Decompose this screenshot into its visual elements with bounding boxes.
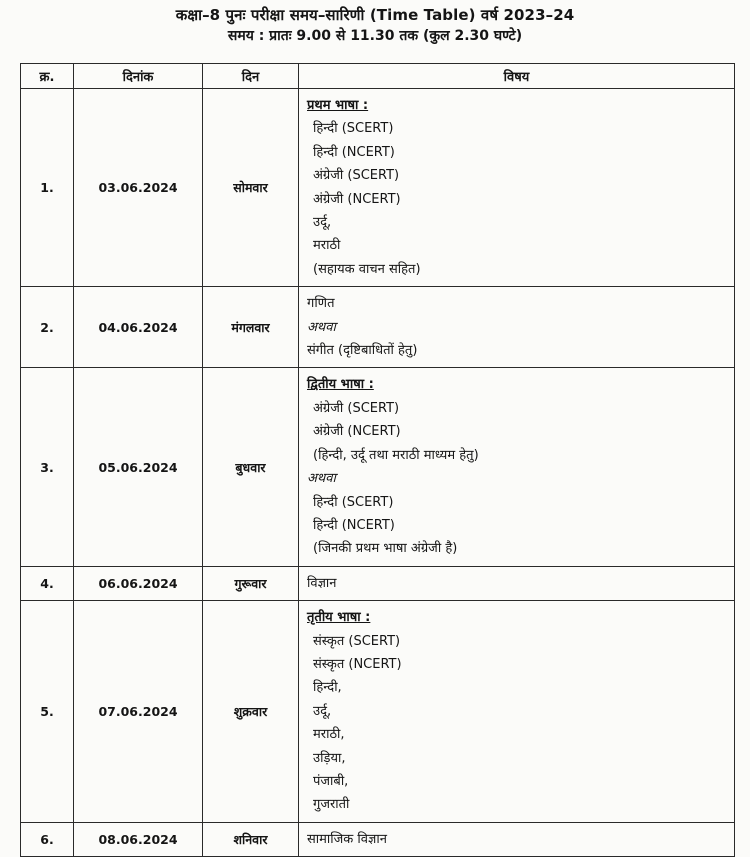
subject-item: उर्दू, bbox=[313, 703, 332, 719]
header-row bbox=[21, 64, 735, 89]
row-day: सोमवार bbox=[203, 89, 299, 287]
subject-item: संगीत (दृष्टिबाधितों हेतु) bbox=[307, 343, 418, 359]
row-day: शनिवार bbox=[203, 822, 299, 856]
document-title: कक्षा–8 पुनः परीक्षा समय–सारिणी (Time Table) वर्ष 2023–24 bbox=[175, 6, 575, 24]
row-subjects bbox=[299, 566, 735, 600]
subject-item: मराठी bbox=[313, 238, 341, 254]
subject-item: गुजराती bbox=[313, 797, 350, 813]
subject-item: अंग्रेजी (SCERT) bbox=[313, 168, 400, 184]
column-header-day: दिन bbox=[203, 64, 299, 89]
subject-group-heading: द्वितीय भाषा : bbox=[307, 377, 374, 393]
row-subjects bbox=[299, 601, 735, 823]
row-date: 08.06.2024 bbox=[74, 822, 203, 856]
table-row bbox=[21, 287, 735, 368]
row-date: 07.06.2024 bbox=[74, 601, 203, 823]
subject-item: (सहायक वाचन सहित) bbox=[313, 261, 421, 277]
column-header-number: क्र. bbox=[21, 64, 74, 89]
row-subjects bbox=[299, 89, 735, 287]
row-number: 5. bbox=[21, 601, 74, 823]
subject-item: अंग्रेजी (NCERT) bbox=[313, 424, 401, 440]
row-number: 3. bbox=[21, 368, 74, 566]
subject-item: हिन्दी, bbox=[313, 680, 342, 696]
subject-group-heading: प्रथम भाषा : bbox=[307, 98, 369, 113]
subject-item: सामाजिक विज्ञान bbox=[307, 831, 387, 847]
row-subjects bbox=[299, 368, 735, 566]
subject-item: गणित bbox=[307, 296, 335, 312]
table-row bbox=[21, 822, 735, 856]
row-number: 1. bbox=[21, 89, 74, 287]
table-row bbox=[21, 601, 735, 823]
subject-item: (जिनकी प्रथम भाषा अंग्रेजी है) bbox=[313, 541, 458, 557]
subject-item: अंग्रेजी (NCERT) bbox=[313, 191, 401, 207]
subject-item: अंग्रेजी (SCERT) bbox=[313, 400, 400, 416]
subject-item: संस्कृत (SCERT) bbox=[313, 633, 401, 649]
row-date: 04.06.2024 bbox=[74, 287, 203, 368]
row-number: 2. bbox=[21, 287, 74, 368]
document-subtitle: समय : प्रातः 9.00 से 11.30 तक (कुल 2.30 घण्टे) bbox=[227, 28, 523, 44]
table-row bbox=[21, 89, 735, 287]
row-day: मंगलवार bbox=[203, 287, 299, 368]
row-subjects bbox=[299, 287, 735, 368]
subject-item: मराठी, bbox=[313, 727, 345, 743]
subject-item: उड़िया, bbox=[313, 750, 346, 766]
timetable bbox=[20, 63, 735, 857]
row-day: बुधवार bbox=[203, 368, 299, 566]
row-date: 06.06.2024 bbox=[74, 566, 203, 600]
subject-item: पंजाबी, bbox=[313, 773, 349, 789]
row-day: शुक्रवार bbox=[203, 601, 299, 823]
subject-item: हिन्दी (SCERT) bbox=[313, 121, 394, 137]
subject-item: (हिन्दी, उर्दू तथा मराठी माध्यम हेतु) bbox=[313, 447, 479, 463]
column-header-date: दिनांक bbox=[74, 64, 203, 89]
header bbox=[0, 4, 750, 46]
row-subjects bbox=[299, 822, 735, 856]
subject-item: हिन्दी (NCERT) bbox=[313, 144, 395, 160]
row-number: 4. bbox=[21, 566, 74, 600]
column-header-subject: विषय bbox=[299, 64, 735, 89]
row-date: 05.06.2024 bbox=[74, 368, 203, 566]
row-date: 03.06.2024 bbox=[74, 89, 203, 287]
row-number: 6. bbox=[21, 822, 74, 856]
subject-item: विज्ञान bbox=[307, 575, 337, 591]
subject-item: हिन्दी (NCERT) bbox=[313, 517, 395, 533]
table-row bbox=[21, 368, 735, 566]
subject-item: हिन्दी (SCERT) bbox=[313, 494, 394, 510]
row-day: गुरूवार bbox=[203, 566, 299, 600]
subject-item: उर्दू, bbox=[313, 215, 332, 231]
subject-group-heading: तृतीय भाषा : bbox=[307, 610, 371, 626]
table-row bbox=[21, 566, 735, 600]
subject-item: संस्कृत (NCERT) bbox=[313, 656, 402, 672]
subject-or-label: अथवा bbox=[307, 471, 336, 487]
subject-or-label: अथवा bbox=[307, 319, 336, 335]
